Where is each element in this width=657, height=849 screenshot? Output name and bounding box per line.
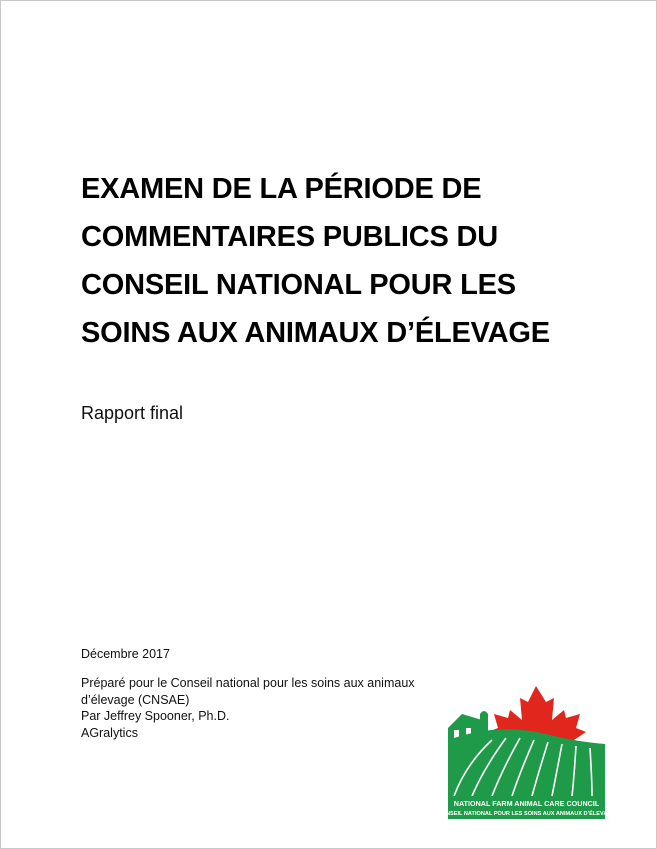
logo-line-1: NATIONAL FARM ANIMAL CARE COUNCIL [453, 799, 600, 808]
report-date: Décembre 2017 [81, 647, 170, 661]
prepared-line-4: AGralytics [81, 725, 138, 740]
logo-line-2: CONSEIL NATIONAL POUR LES SOINS AUX ANIMAUX D’ÉLEVAGE [437, 811, 616, 817]
title-line-2: COMMENTAIRES PUBLICS DU [81, 221, 498, 253]
nfacc-logo [437, 684, 616, 819]
prepared-line-3: Par Jeffrey Spooner, Ph.D. [81, 709, 230, 723]
report-title [81, 165, 621, 357]
prepared-for-block [81, 675, 431, 741]
title-line-4: SOINS AUX ANIMAUX D’ÉLEVAGE [81, 317, 550, 349]
title-line-1: EXAMEN DE LA PÉRIODE DE [81, 173, 482, 205]
prepared-line-2: d’élevage (CNSAE) [81, 692, 190, 707]
prepared-line-1: Préparé pour le Conseil national pour les soins aux animaux [81, 676, 415, 690]
title-line-3: CONSEIL NATIONAL POUR LES [81, 269, 516, 301]
report-subtitle: Rapport final [81, 403, 184, 423]
